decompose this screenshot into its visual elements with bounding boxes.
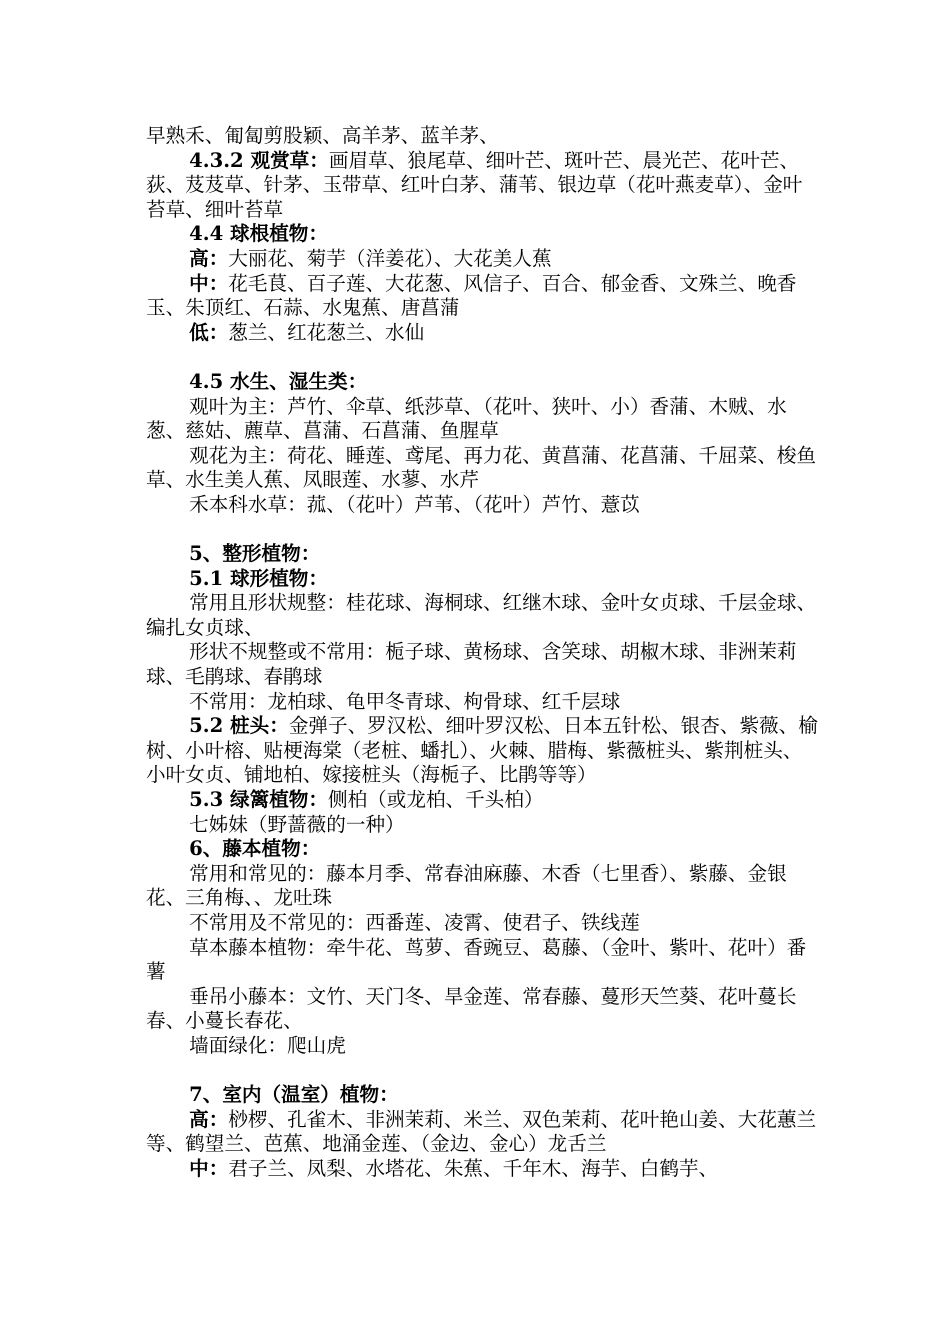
paragraph	[146, 911, 818, 936]
paragraph-text: 大丽花、菊芋（洋姜花）、大花美人蕉	[228, 246, 552, 270]
paragraph	[146, 1108, 818, 1157]
paragraph-text: 七姊妹（野蔷薇的一种）	[189, 812, 405, 836]
paragraph	[146, 936, 818, 985]
paragraph	[146, 395, 818, 444]
paragraph-heading: 中：	[189, 1156, 229, 1180]
paragraph-text: 侧柏（或龙柏、千头柏）	[328, 788, 544, 812]
paragraph-text: 花毛茛、百子莲、大花葱、风信子、百合、郁金香、文殊兰、晚香玉、朱顶红、石蒜、水鬼蕉、唐菖蒲	[146, 271, 797, 320]
document-body	[146, 124, 818, 1182]
paragraph-text: 禾本科水草：菰、（花叶）芦苇、（花叶）芦竹、薏苡	[189, 492, 640, 516]
paragraph-heading: 7、室内（温室）植物：	[189, 1083, 399, 1107]
paragraph-text: 君子兰、凤梨、水塔花、朱蕉、千年木、海芋、白鹤芋、	[228, 1156, 719, 1180]
paragraph	[146, 247, 818, 272]
paragraph-heading: 6、藤本植物：	[189, 837, 321, 861]
paragraph	[146, 567, 818, 592]
paragraph-text: 葱兰、红花葱兰、水仙	[228, 320, 425, 344]
blank-line	[146, 1059, 818, 1084]
paragraph-text: 金弹子、罗汉松、细叶罗汉松、日本五针松、银杏、紫薇、榆树、小叶榕、贴梗海棠（老桩、蟠扎）、火棘、腊梅、紫薇桩头、紫荆桩头、小叶女贞、铺地柏、嫁接桩头（海栀子、比鹃等等）	[146, 714, 818, 787]
paragraph	[146, 1157, 818, 1182]
paragraph	[146, 542, 818, 567]
paragraph-heading: 中：	[189, 271, 229, 295]
paragraph	[146, 813, 818, 838]
paragraph	[146, 493, 818, 518]
paragraph	[146, 149, 818, 223]
paragraph	[146, 444, 818, 493]
blank-line	[146, 345, 818, 370]
paragraph-heading: 5、整形植物：	[189, 542, 321, 566]
paragraph-text: 早熟禾、匍匐剪股颖、高羊茅、蓝羊茅、	[146, 124, 499, 147]
paragraph	[146, 837, 818, 862]
paragraph-text: 不常用及不常见的：西番莲、凌霄、使君子、铁线莲	[189, 911, 640, 934]
paragraph	[146, 1083, 818, 1108]
paragraph-text: 墙面绿化：爬山虎	[189, 1033, 346, 1057]
paragraph-text: 常用且形状规整：桂花球、海桐球、红继木球、金叶女贞球、千层金球、编扎女贞球、	[146, 591, 817, 639]
paragraph-text: 垂吊小藤本：文竹、天门冬、旱金莲、常春藤、蔓形天竺葵、花叶蔓长春、小蔓长春花、	[146, 984, 797, 1033]
paragraph	[146, 321, 818, 346]
paragraph-heading: 5.1 球形植物：	[189, 566, 328, 590]
paragraph	[146, 222, 818, 247]
paragraph	[146, 591, 818, 640]
paragraph-text: 桫椤、孔雀木、非洲茉莉、米兰、双色茉莉、花叶艳山姜、大花蕙兰等、鹤望兰、芭蕉、地涌金莲、（金边、金心）龙舌兰	[146, 1107, 817, 1156]
paragraph	[146, 370, 818, 395]
paragraph	[146, 788, 818, 813]
blank-line	[146, 518, 818, 543]
paragraph	[146, 690, 818, 715]
paragraph-heading: 高：	[189, 246, 229, 270]
paragraph-text: 不常用：龙柏球、龟甲冬青球、枸骨球、红千层球	[189, 689, 621, 713]
paragraph-text: 画眉草、狼尾草、细叶芒、斑叶芒、晨光芒、花叶芒、荻、芨芨草、针茅、玉带草、红叶白茅、蒲苇、银边草（花叶燕麦草）、金叶苔草、细叶苔草	[146, 148, 803, 221]
paragraph-heading: 4.3.2 观赏草：	[189, 148, 329, 172]
paragraph-text: 形状不规整或不常用：栀子球、黄杨球、含笑球、胡椒木球、非洲茉莉球、毛鹃球、春鹃球	[146, 640, 797, 689]
paragraph	[146, 985, 818, 1034]
paragraph	[146, 640, 818, 689]
paragraph-heading: 4.5 水生、湿生类：	[189, 369, 368, 393]
paragraph	[146, 124, 818, 149]
paragraph	[146, 1034, 818, 1059]
paragraph-text: 观花为主：荷花、睡莲、鸢尾、再力花、黄菖蒲、花菖蒲、千屈菜、梭鱼草、水生美人蕉、凤眼莲、水蓼、水芹	[146, 443, 817, 492]
paragraph	[146, 714, 818, 788]
paragraph-heading: 5.3 绿篱植物：	[189, 788, 328, 812]
paragraph-heading: 低：	[189, 320, 229, 344]
paragraph-text: 草本藤本植物：牵牛花、茑萝、香豌豆、葛藤、（金叶、紫叶、花叶）番薯	[146, 935, 807, 984]
paragraph	[146, 272, 818, 321]
paragraph-heading: 4.4 球根植物：	[189, 222, 328, 246]
paragraph-text: 常用和常见的：藤本月季、常春油麻藤、木香（七里香）、紫藤、金银花、三角梅、、龙吐珠	[146, 861, 787, 910]
paragraph-heading: 5.2 桩头：	[189, 714, 289, 738]
paragraph	[146, 862, 818, 911]
paragraph-text: 观叶为主：芦竹、伞草、纸莎草、（花叶、狭叶、小）香蒲、木贼、水葱、慈姑、藨草、菖蒲、石菖蒲、鱼腥草	[146, 394, 787, 443]
paragraph-heading: 高：	[189, 1107, 229, 1131]
